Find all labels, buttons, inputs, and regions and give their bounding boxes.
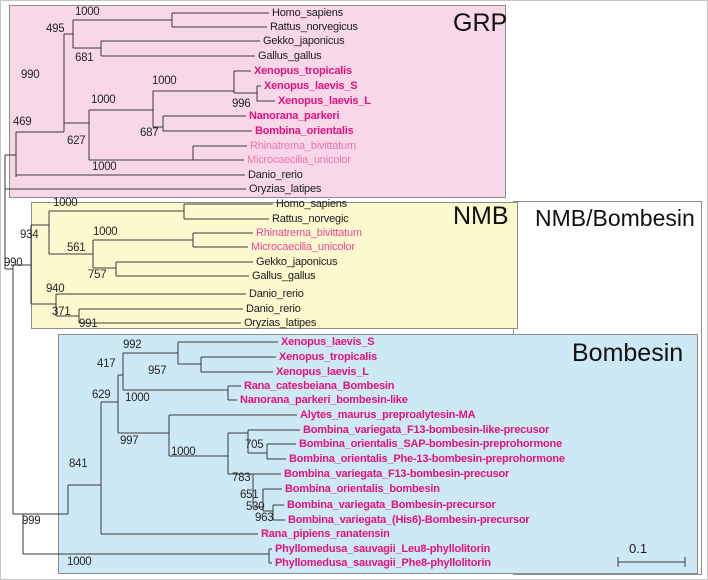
taxon-label: Xenopus_tropicalis xyxy=(279,351,377,363)
support-value: 705 xyxy=(245,439,264,451)
support-value: 934 xyxy=(20,229,39,241)
support-value: 996 xyxy=(232,98,251,110)
support-value: 561 xyxy=(67,242,86,254)
support-value: 1000 xyxy=(152,75,177,87)
support-value: 1000 xyxy=(67,556,92,568)
taxon-label: Gekko_japonicus xyxy=(256,256,338,268)
support-value: 1000 xyxy=(93,226,118,238)
support-value: 992 xyxy=(123,339,142,351)
taxon-label: Nanorana_parkeri_bombesin-like xyxy=(240,394,408,406)
support-value: 1000 xyxy=(92,161,117,173)
taxon-label: Bombina_variegata_Bombesin-precursor xyxy=(287,499,496,511)
taxon-label: Bombina_orientalis_Phe-13-bombesin-preprohormone xyxy=(289,453,565,465)
taxon-label: Danio_rerio xyxy=(246,303,301,315)
taxon-label: Bombina_orientalis_bombesin xyxy=(285,483,440,495)
taxon-label: Gallus_gallus xyxy=(252,270,316,282)
support-value: 999 xyxy=(22,515,41,527)
taxon-label: Gekko_japonicus xyxy=(263,35,345,47)
taxon-label: Rana_catesbeiana_Bombesin xyxy=(244,380,395,392)
support-value: 469 xyxy=(13,116,32,128)
support-value: 1000 xyxy=(91,94,116,106)
taxon-label: Xenopus_laevis_S xyxy=(281,336,375,348)
scale-bar-label: 0.1 xyxy=(629,541,648,556)
taxon-label: Xenopus_laevis_L xyxy=(276,366,369,378)
taxon-label: Nanorana_parkeri xyxy=(249,110,340,122)
support-value: 1000 xyxy=(171,446,196,458)
bombesin-clade-title: Bombesin xyxy=(572,339,684,367)
support-value: 783 xyxy=(232,472,251,484)
taxon-label: Microcaecilia_unicolor xyxy=(247,154,351,166)
support-value: 627 xyxy=(67,135,86,147)
support-value: 687 xyxy=(140,127,159,139)
support-value: 495 xyxy=(46,23,65,35)
support-value: 940 xyxy=(46,283,65,295)
support-value: 1000 xyxy=(125,392,150,404)
taxon-label: Bombina_orientalis_SAP-bombesin-preprohormone xyxy=(299,438,562,450)
taxon-label: Xenopus_laevis_S xyxy=(264,80,358,92)
support-value: 681 xyxy=(75,52,94,64)
taxon-label: Homo_sapiens xyxy=(276,198,347,210)
taxon-label: Homo_sapiens xyxy=(272,7,343,19)
taxon-label: Danio_rerio xyxy=(248,169,303,181)
taxon-label: Phyllomedusa_sauvagii_Leu8-phyllolitorin xyxy=(275,543,491,555)
taxon-label: Rhinatrema_bivittatum xyxy=(256,227,362,239)
taxon-label: Bombina_variegata_F13-bombesin-precusor xyxy=(284,468,510,480)
grp-clade-title: GRP xyxy=(453,9,508,37)
taxon-label: Rattus_norvegicus xyxy=(270,21,358,33)
taxon-label: Microcaecilia_unicolor xyxy=(251,241,355,253)
taxon-label: Rana_pipiens_ranatensin xyxy=(261,528,390,540)
support-value: 371 xyxy=(52,306,71,318)
taxon-label: Xenopus_laevis_L xyxy=(278,95,371,107)
nmb-bombesin-superfamily-title: NMB/Bombesin xyxy=(535,205,695,231)
support-value: 629 xyxy=(92,389,111,401)
support-value: 1000 xyxy=(53,197,78,209)
support-value: 651 xyxy=(240,489,259,501)
taxon-label: Alytes_maurus_preproalytesin-MA xyxy=(300,409,476,421)
support-value: 1000 xyxy=(75,6,100,18)
support-value: 963 xyxy=(255,512,274,524)
taxon-label: Rhinatrema_bivittatum xyxy=(250,140,356,152)
taxon-label: Oryzias_latipes xyxy=(249,183,322,195)
taxon-label: Rattus_norvegic xyxy=(272,213,349,225)
support-value: 990 xyxy=(21,69,40,81)
support-value: 957 xyxy=(148,365,167,377)
support-value: 997 xyxy=(120,435,139,447)
taxon-label: Danio_rerio xyxy=(249,288,304,300)
taxon-label: Bombina_variegata_(His6)-Bombesin-precursor xyxy=(288,514,530,526)
taxon-label: Gallus_gallus xyxy=(258,50,322,62)
support-value: 991 xyxy=(79,318,98,330)
support-value: 757 xyxy=(88,269,107,281)
taxon-label: Phyllomedusa_sauvagii_Phe8-phyllolitorin xyxy=(275,557,491,569)
taxon-label: Xenopus_tropicalis xyxy=(254,65,352,77)
support-value: 841 xyxy=(69,458,88,470)
support-value: 530 xyxy=(246,501,265,513)
support-value: 417 xyxy=(97,358,116,370)
taxon-label: Bombina_orientalis xyxy=(255,125,354,137)
taxon-label: Bombina_variegata_F13-bombesin-like-precusor xyxy=(303,424,550,436)
support-value: 990 xyxy=(4,257,23,269)
nmb-clade-title: NMB xyxy=(453,202,509,230)
taxon-label: Oryzias_latipes xyxy=(244,317,317,329)
